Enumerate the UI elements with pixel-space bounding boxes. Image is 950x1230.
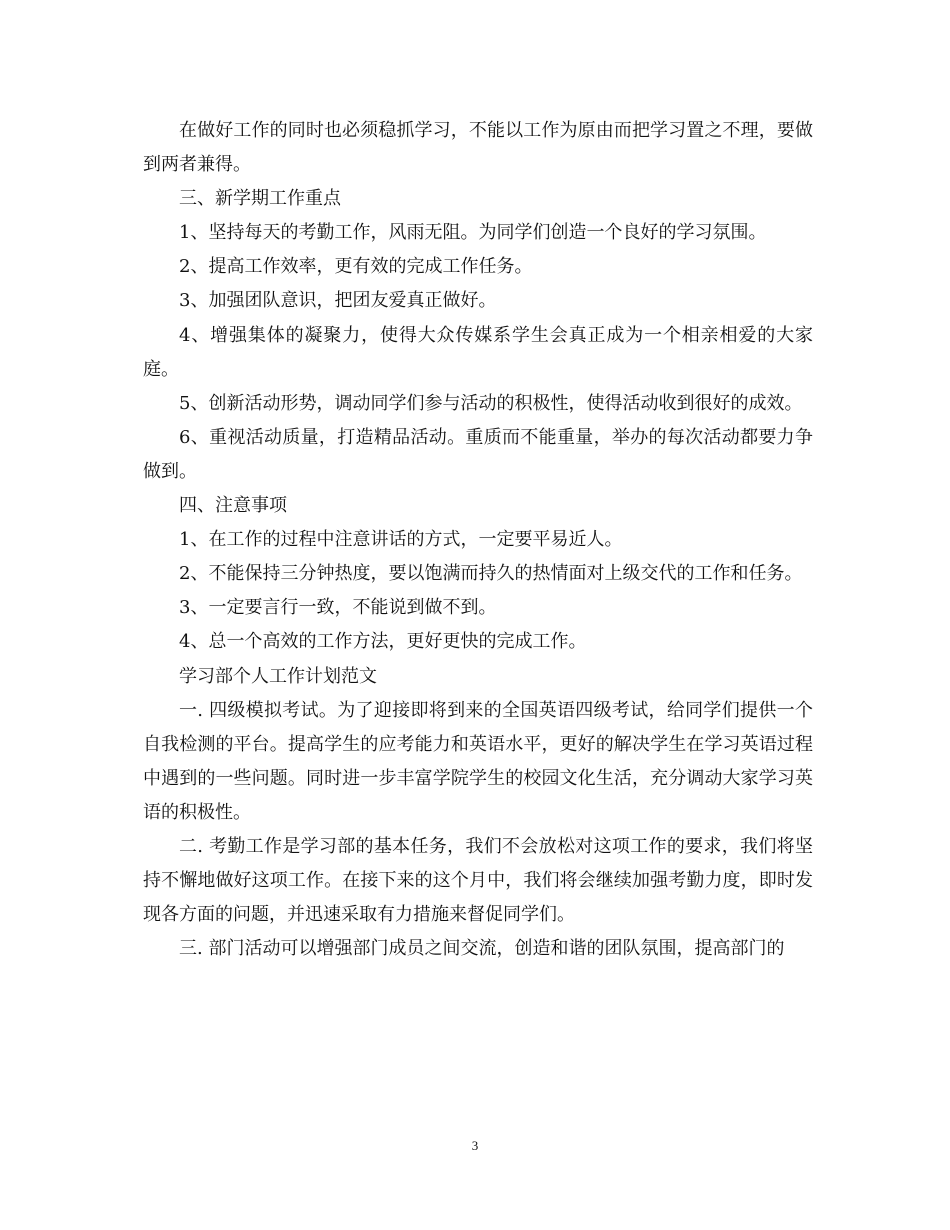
list-item: 5、创新活动形势，调动同学们参与活动的积极性，使得活动收到很好的成效。 <box>179 392 803 414</box>
section-title: 学习部个人工作计划范文 <box>179 665 377 687</box>
list-item: 1、在工作的过程中注意讲话的方式，一定要平易近人。 <box>179 529 623 551</box>
paragraph: 一. 四级模拟考试。为了迎接即将到来的全国英语四级考试，给同学们提供一个自我检测的平台。提高学生的应考能力和英语水平，更好的解决学生在学习英语过程中遇到的一些问题。同时进一步丰富学院学生的校园文化生活，充分调动大家学习英语的积极性。 <box>143 699 813 823</box>
list-item: 4、总一个高效的工作方法，更好更快的完成工作。 <box>179 631 587 653</box>
paragraph: 二. 考勤工作是学习部的基本任务，我们不会放松对这项工作的要求，我们将坚持不懈地做好这项工作。在接下来的这个月中，我们将会继续加强考勤力度，即时发现各方面的问题，并迅速采取有力措施来督促同学们。 <box>143 835 813 926</box>
paragraph: 三. 部门活动可以增强部门成员之间交流，创造和谐的团队氛围，提高部门的 <box>179 938 785 960</box>
list-item: 1、坚持每天的考勤工作，风雨无阻。为同学们创造一个良好的学习氛围。 <box>179 222 767 244</box>
document-body <box>143 114 813 966</box>
list-item: 2、不能保持三分钟热度，要以饱满而持久的热情面对上级交代的工作和任务。 <box>179 563 803 585</box>
section-heading: 四、注意事项 <box>179 495 287 517</box>
list-item: 4、增强集体的凝聚力，使得大众传媒系学生会真正成为一个相亲相爱的大家庭。 <box>143 324 813 380</box>
page-number: 3 <box>471 1138 479 1153</box>
list-item: 2、提高工作效率，更有效的完成工作任务。 <box>179 256 533 278</box>
list-item: 3、一定要言行一致，不能说到做不到。 <box>179 597 497 619</box>
list-item: 6、重视活动质量，打造精品活动。重质而不能重量，举办的每次活动都要力争做到。 <box>143 426 813 482</box>
list-item: 3、加强团队意识，把团友爱真正做好。 <box>179 290 497 312</box>
section-heading: 三、新学期工作重点 <box>179 188 341 210</box>
paragraph: 在做好工作的同时也必须稳抓学习，不能以工作为原由而把学习置之不理，要做到两者兼得。 <box>143 120 813 176</box>
